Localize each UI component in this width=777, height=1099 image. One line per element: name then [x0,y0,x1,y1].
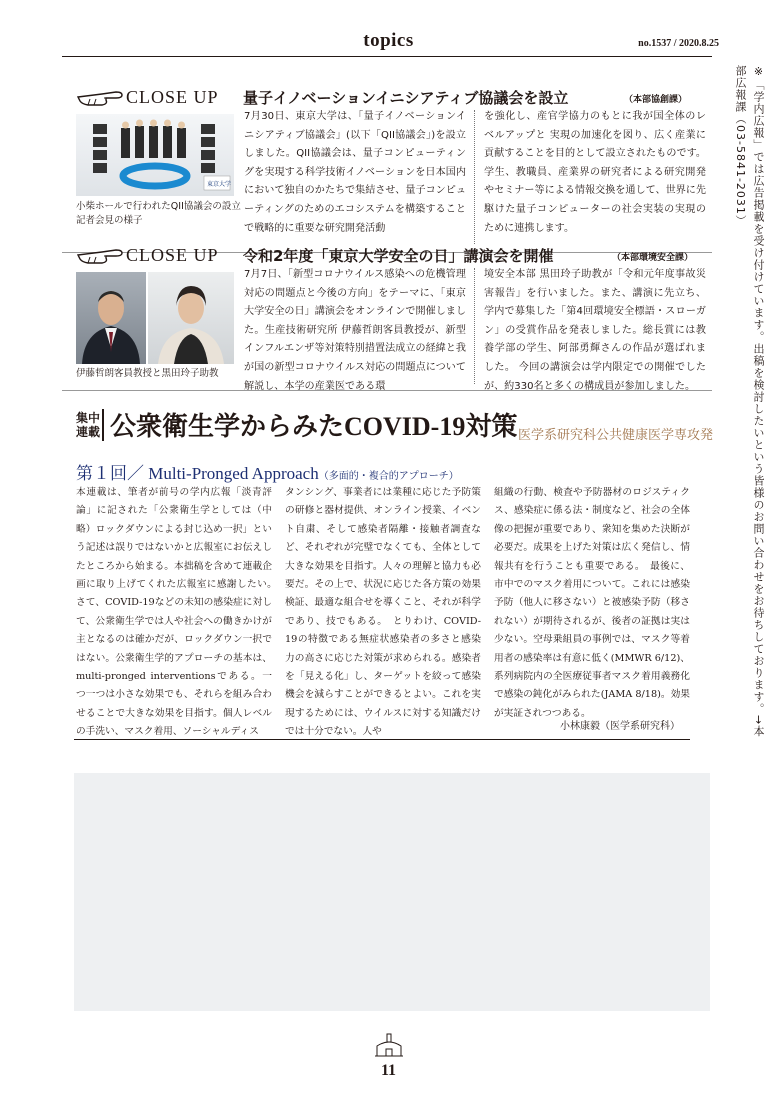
series-author: 小林康毅（医学系研究科） [560,721,680,732]
series-label-line1: 集中 [75,411,100,425]
article2-caption: 伊藤哲朗客員教授と黒田玲子助教 [76,368,219,379]
series-column-3: 組織の行動、検査や予防器材のロジスティクス、感染症に係る法・制度など、社会の全体像の把握が重要であり、衆知を集めた決断が必要だ。成果を上げた対策は広く発信し、情報共有を行うことも重要である。 最後に、市中でのマスク着用について。これには感染予防（他人に移さない）と被感染予防（移されない）が期待されるが、後者の証拠は実は少ない。空母乗組員の事例では、マスク等着用者の感染率は有意に低く(MMWR 6/12)、系列病院内の全医療従事者マスク着用義務化で感染の鈍化がみられた(JAMA 8/18)。効果が実証されつつある。 [494,487,690,719]
series-column-2: タンシング、事業者には業種に応じた予防策の研修と器材提供、オンライン授業、イベント自粛、そして感染者隔離・接触者調査など、それぞれが完璧でなくても、全体として大きな効果を目指す。人々の理解と協力も必要だ。その上で、状況に応じた各方策の効果検証、最適な組合せを導くこと、それが科学であり、技でもある。 とりわけ、COVID-19の特徴である無症状感染者の多さと感染力の高さに応じた対策が求められる。感染者を「見える化」し、ターゲットを絞って感染機会を減らすことができるとよい。これを実現するためには、ウイルスに対する知識だけでは十分でない。人や [285,487,481,738]
chapter-subtitle: （多面的・複合的アプローチ） [318,471,459,482]
close-up-label-1: CLOSE UP [126,87,219,107]
press-conference-photo [76,114,234,196]
sidebar-ad-note [731,65,765,745]
chapter-title: 第１回／ Multi-Pronged Approach [76,464,319,483]
column-divider [474,268,475,384]
series-column-1: 本連載は、筆者が前号の学内広報「淡青評論」に記された「公衆衛生学としては（中略）ロックダウンによる封じ込め一択」という記述は誤りではないかと広報室にお伝えしたところから始まる。本拙稿を含めて連載企画に取り上げてくれた広報室に感謝したい。 さて、COVID-19などの未知の感染症に対して、公衆衛生学では人や社会への働きかけが主となるのは確かだが、ロックダウン一択ではない。公衆衛生学的アプローチの基本は、multi-pronged interventionsである。一つ一つは小さな効果でも、それらを組み合わせることで大きな効果を目指す。個人レベルの手洗い、マスク着用、ソーシャルディス [76,487,282,738]
chapter-heading [76,459,459,484]
sidebar-ad-text: ※「学内広報」では広告掲載を受け付けています。出稿を検討したいという皆様のお問い合わせをお待ちしております。→本部広報課（03‐5841‐2031） [734,65,765,738]
portrait-photo-kuroda [148,272,234,364]
series-end-rule [74,739,690,740]
university-logo-text: 東京大学 [207,181,232,188]
series-label-line2: 連載 [75,425,100,439]
column-divider [474,110,475,244]
issue-number: no.1537 / 2020.8.25 [638,38,719,49]
pointing-hand-icon [76,244,124,266]
article2-column-2: 境安全本部 黒田玲子助教が「令和元年度事故災害報告」を行いました。また、講演に先立ち、学内で募集した「第4回環境安全標語・スローガン」の受賞作品を発表しました。総長賞には教養学部の学生、阿部勇輝さんの作品が選ばれました。 今回の講演会は学内限定での開催でしたが、約330名と多くの構成員が参加しました。 [484,269,706,392]
header-title: topics [363,30,414,51]
article1-dept: （本部協創課） [624,95,688,105]
article2-dept: （本部環境安全課） [612,253,694,263]
article1-column-1: 7月30日、東京大学は、「量子イノベーションイニシアティブ協議会」(以下「QII協議会」)を設立しました。QII協議会は、量子コンピューティングを実現する科学技術イノベーションを日本国内において独自のかたちで集結させ、量子コンピューティングのためのエコシステムを構築することで戦略的に重要な研究開発活動 [244,111,466,234]
article1-title: 量子イノベーションイニシアティブ協議会を設立 [243,89,569,107]
series-dept: 医学系研究科公共健康医学専攻発 [518,427,714,442]
article2-title: 令和2年度「東京大学安全の日」講演会を開催 [243,247,554,265]
article2-column-1: 7月7日、「新型コロナウイルス感染への危機管理対応の問題点と今後の方向」をテーマに、「東京大学安全の日」講演会をオンラインで開催しました。生産技術研究所 伊藤哲朗客員教授が、新型インフルエンザ等対策特別措置法成立の経緯と我が国の新型コロナウイルス対応の問題点について解説し、本学の産業医である環 [244,269,466,392]
portrait-photo-ito [76,272,146,364]
blank-panel [74,773,710,1011]
page-number: 11 [380,1062,397,1079]
header-rule [62,56,712,57]
series-label [74,411,102,439]
pointing-hand-icon [76,86,124,108]
series-label-rule [102,409,104,441]
yasuda-auditorium-icon [374,1032,404,1058]
article1-caption: 小柴ホールで行われたQII協議会の設立記者会見の様子 [76,201,241,226]
series-title: 公衆衛生学からみたCOVID-19対策 [110,412,518,441]
article1-column-2: を強化し、産官学協力のもとに我が国全体のレベルアップと 実現の加速化を図り、広く産業に貢献することを目的として設立されたものです。学生、教職員、産業界の研究者による研究開発やセミナー等による情報交換を通して、世界に先駆けた量子コンピューターの社会実装の実現のために連携します。 [484,111,706,234]
close-up-label-2: CLOSE UP [126,245,219,265]
section-divider-2 [62,390,712,391]
